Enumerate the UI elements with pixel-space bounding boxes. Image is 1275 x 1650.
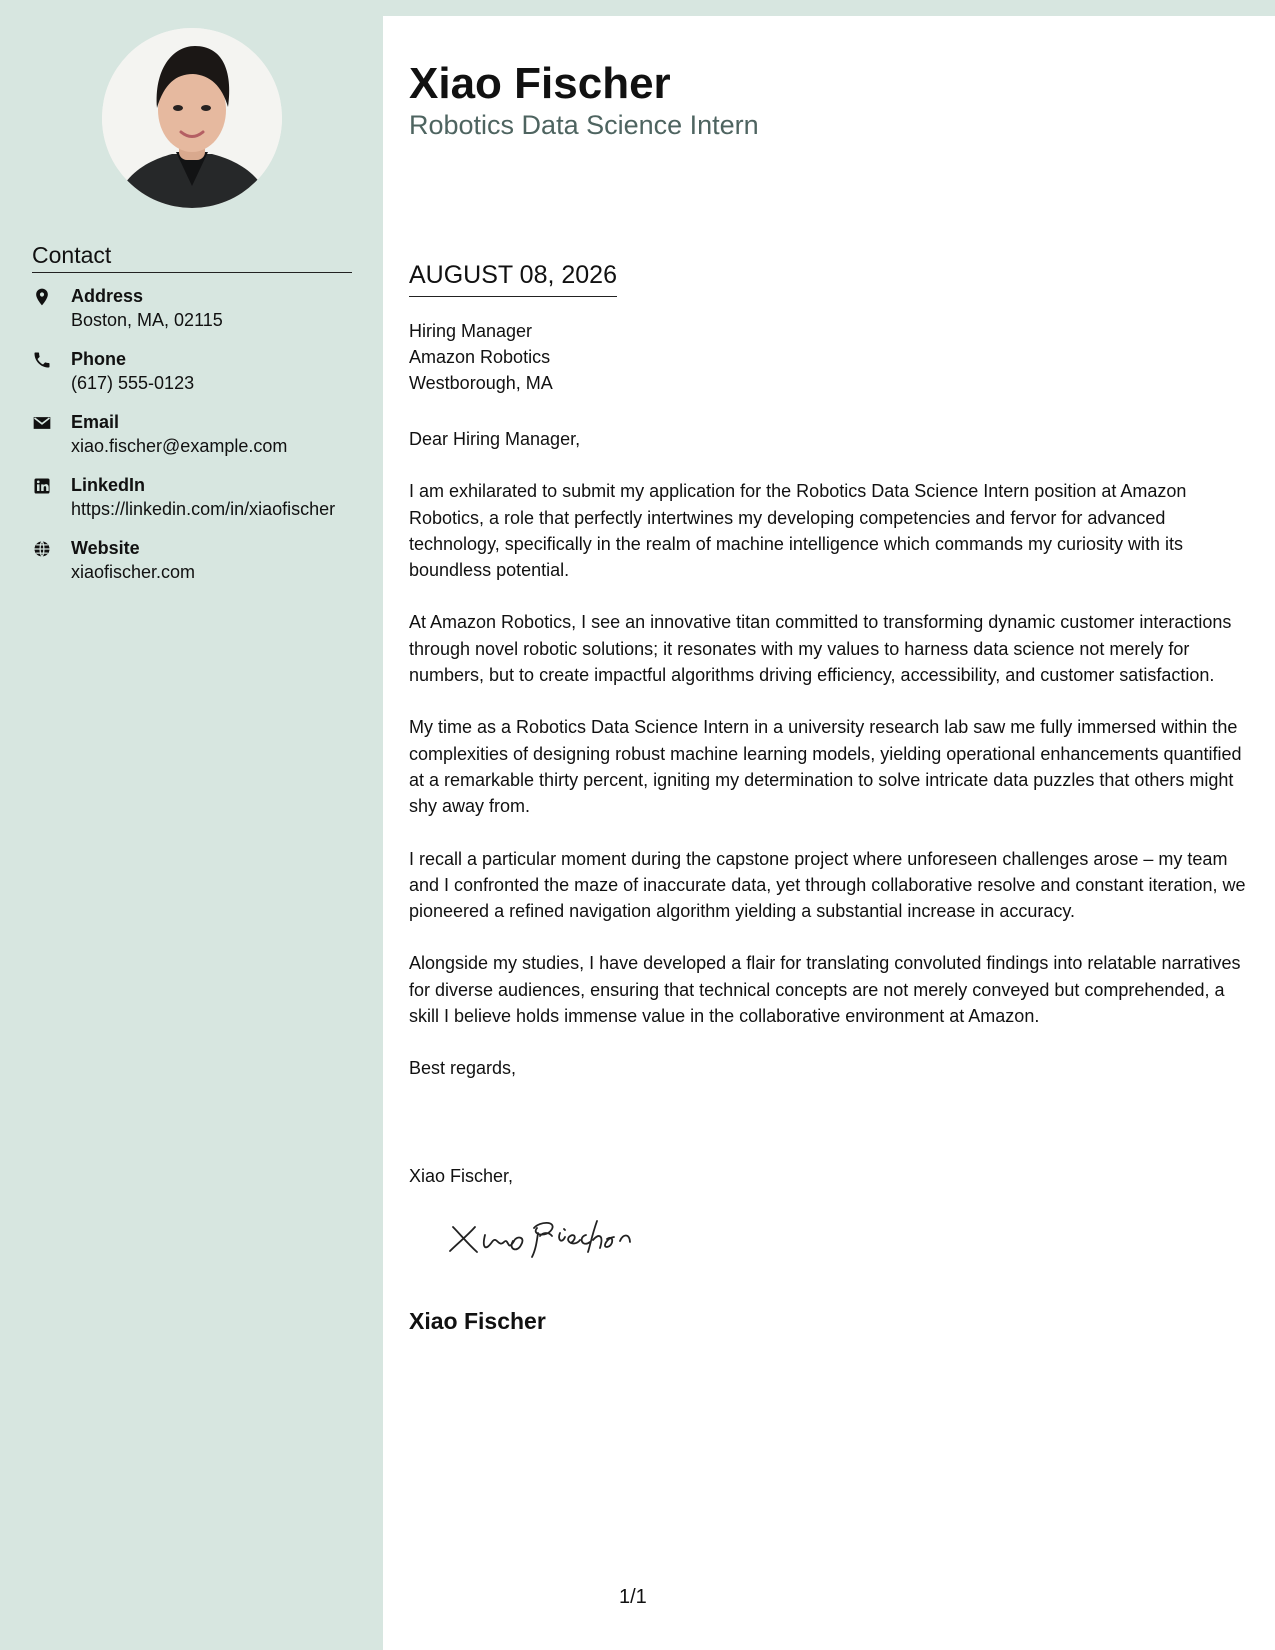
contact-email — [32, 410, 352, 458]
recipient-title: Hiring Manager — [409, 321, 533, 341]
contact-linkedin — [32, 473, 352, 521]
salutation: Dear Hiring Manager, — [409, 429, 581, 449]
contact-heading: Contact — [32, 240, 352, 273]
contact-phone-label: Phone — [71, 349, 127, 369]
signoff-name: Xiao Fischer, — [409, 1166, 514, 1186]
recipient-company: Amazon Robotics — [409, 347, 551, 367]
letter-paragraph: Alongside my studies, I have developed a flair for translating convoluted findings into relatable narratives for diverse audiences, ensuring that technical concepts are not merely conveyed but comprehended, a skill I believe holds immense value in the collaborative environment at Amazon. — [409, 953, 1241, 1027]
contact-website-value[interactable]: xiaofischer.com — [71, 562, 196, 582]
profile-photo-illustration — [102, 28, 282, 208]
letter-date-block — [409, 258, 617, 297]
page-number: 1/1 — [619, 1586, 647, 1608]
applicant-name: Xiao Fischer — [409, 59, 671, 108]
contact-linkedin-label: LinkedIn — [71, 475, 146, 495]
applicant-role: Robotics Data Science Intern — [409, 110, 759, 140]
letter-paragraph: I recall a particular moment during the capstone project where unforeseen challenges arose – my team and I confronted the maze of inaccurate data, yet through collaborative resolve and constant iteration, we pioneered a refined navigation algorithm yielding a substantial increase in accuracy. — [409, 848, 1246, 922]
globe-icon — [32, 539, 52, 559]
letter-paragraph: My time as a Robotics Data Science Intern in a university research lab saw me fully immersed within the complexities of designing robust machine learning models, yielding operational enhancements quantified at a remarkable thirty percent, igniting my determination to solve intricate data puzzles that others might shy away from. — [409, 717, 1242, 817]
closing: Best regards, — [409, 1058, 517, 1079]
letter-paragraph: At Amazon Robotics, I see an innovative titan committed to transforming dynamic customer interactions through novel robotic solutions; it resonates with my values to harness data science not merely for numbers, but to create impactful algorithms driving efficiency, accessibility, and customer satisfaction. — [409, 612, 1232, 686]
recipient-location: Westborough, MA — [409, 373, 553, 393]
location-pin-icon — [32, 287, 52, 307]
letter-main — [383, 16, 1275, 1650]
contact-list — [32, 284, 352, 599]
recipient-block — [409, 318, 553, 396]
linkedin-icon — [32, 476, 52, 496]
envelope-icon — [32, 413, 52, 433]
contact-address-label: Address — [71, 286, 144, 306]
contact-phone-value: (617) 555-0123 — [71, 373, 195, 393]
profile-photo — [102, 28, 282, 208]
contact-phone — [32, 347, 352, 395]
letter-paragraph: I am exhilarated to submit my application for the Robotics Data Science Intern position at Amazon Robotics, a role that perfectly intertwines my developing competencies and fervor for advanced technology, specifically in the realm of machine intelligence which commands my curiosity with its boundless potential. — [409, 481, 1187, 581]
phone-icon — [32, 350, 52, 370]
handwritten-signature — [443, 1209, 663, 1265]
contact-email-label: Email — [71, 412, 120, 432]
letter-date: AUGUST 08, 2026 — [409, 258, 617, 297]
contact-address-value: Boston, MA, 02115 — [71, 310, 223, 330]
contact-website — [32, 536, 352, 584]
contact-address — [32, 284, 352, 332]
signed-name: Xiao Fischer — [409, 1308, 546, 1334]
contact-website-label: Website — [71, 538, 140, 558]
contact-email-value[interactable]: xiao.fischer@example.com — [71, 436, 288, 456]
sidebar — [0, 0, 383, 1650]
contact-linkedin-value[interactable]: https://linkedin.com/in/xiaofischer — [71, 499, 336, 519]
letter-body — [409, 426, 1249, 1108]
